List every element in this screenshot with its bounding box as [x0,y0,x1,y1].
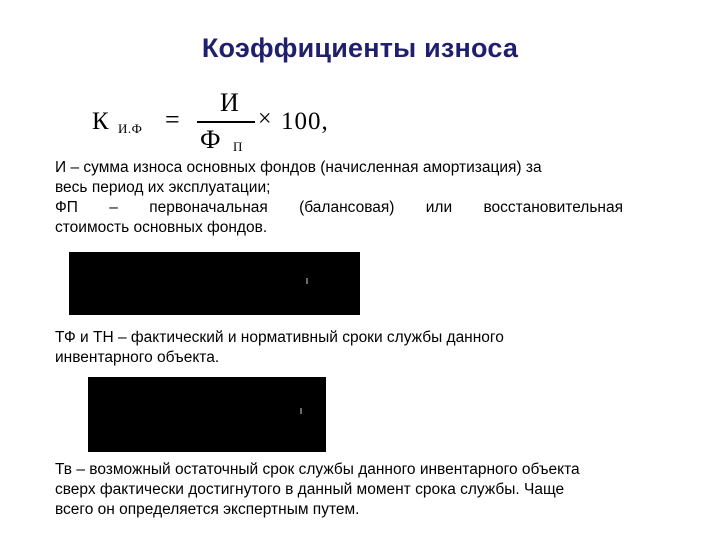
formula-lhs-subscript: И.Ф [118,121,143,136]
formula-denominator: Ф [200,125,221,154]
formula-lhs: К [92,108,109,135]
formula-times: × [258,106,272,132]
formula-image-placeholder [69,252,360,315]
service-life-line: инвентарного объекта. [55,349,220,366]
definition-line: ФП – первоначальная (балансовая) или восстановительная [55,199,623,216]
service-life-paragraph [55,328,623,368]
formula-numerator: И [220,88,239,117]
definition-line: стоимость основных фондов. [55,219,268,236]
remaining-life-line: сверх фактически достигнутого в данный момент срока службы. Чаще [55,481,565,498]
formula-denominator-subscript: П [233,139,243,154]
formula-multiplier: 100, [281,108,329,135]
definitions-paragraph [55,158,623,238]
formula-fraction-bar [197,121,255,123]
remaining-life-line: всего он определяется экспертным путем. [55,501,360,518]
image-artifact [300,408,302,414]
definition-line: И – сумма износа основных фондов (начисленная амортизация) за [55,159,542,176]
definition-line: весь период их эксплуатации; [55,179,271,196]
remaining-life-paragraph [55,460,623,520]
wear-coefficient-formula [92,88,372,156]
formula-image-placeholder [88,377,326,452]
service-life-line: ТФ и ТН – фактический и нормативный сроки службы данного [55,329,504,346]
image-artifact [306,278,308,284]
formula-equals: = [165,105,180,134]
remaining-life-line: Тв – возможный остаточный срок службы данного инвентарного объекта [55,461,580,478]
slide-title: Коэффициенты износа [201,33,519,63]
